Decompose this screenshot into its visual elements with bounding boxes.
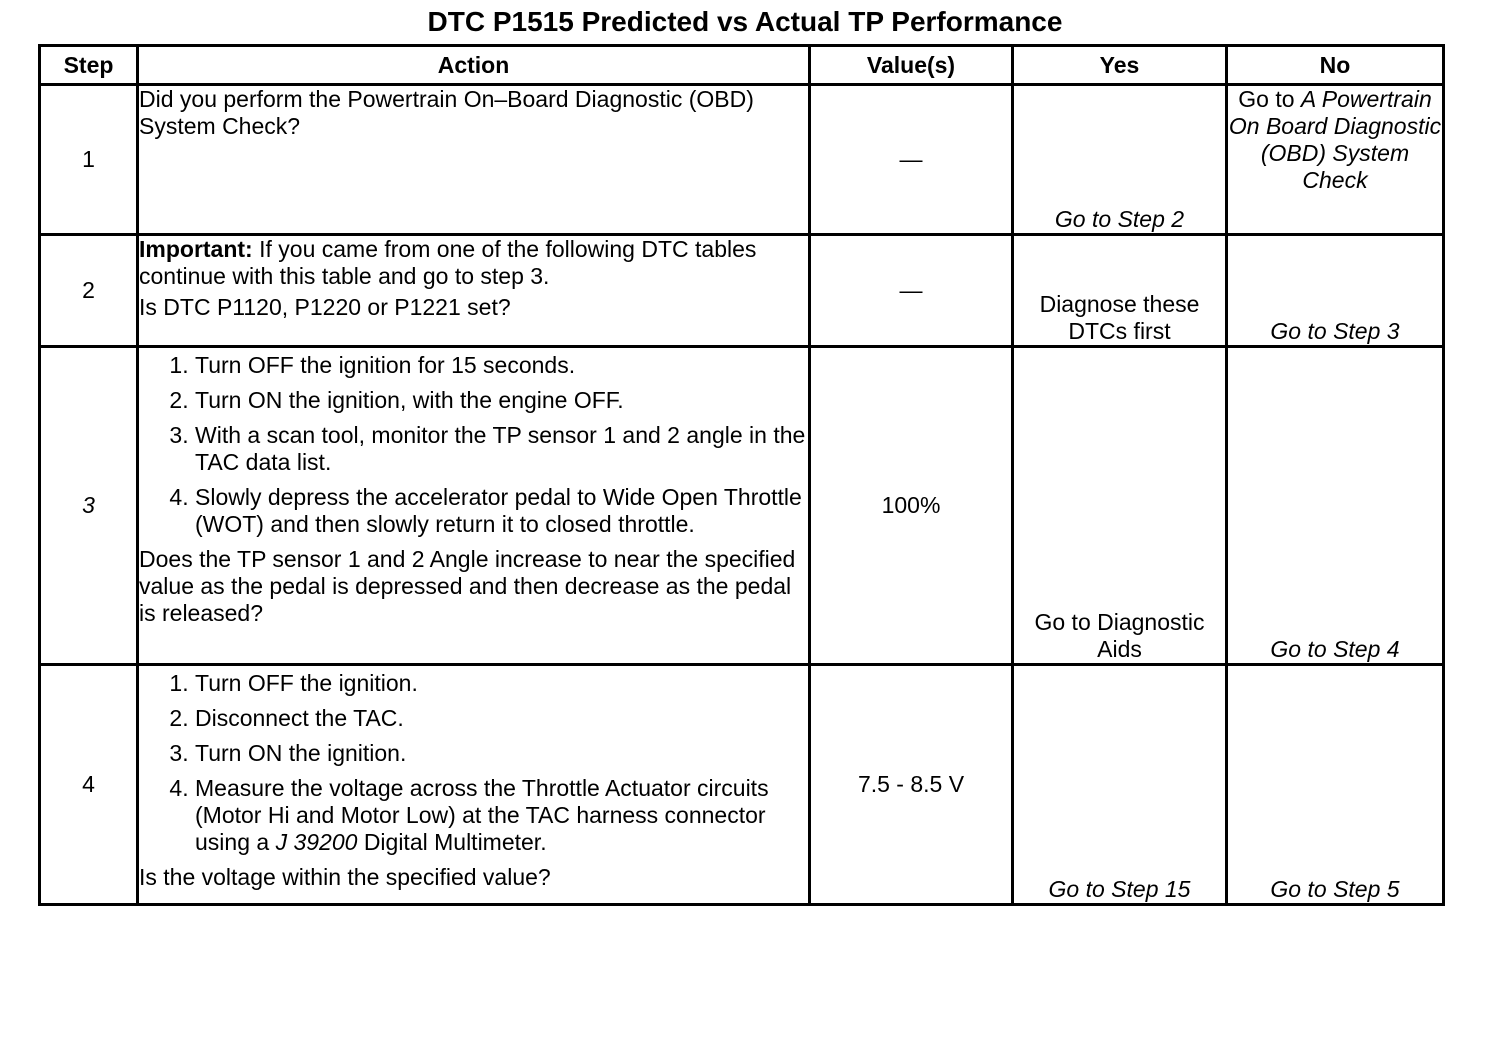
action-cell	[138, 347, 810, 665]
item-text: Measure the voltage across the Throttle Actuator circuits (Motor Hi and Motor Low) at the TAC harness connector using a	[195, 775, 769, 855]
item-text: Digital Multimeter.	[363, 829, 547, 855]
action-question: Does the TP sensor 1 and 2 Angle increase to near the specified value as the pedal is depressed and then decrease as the pedal is released?	[139, 546, 796, 626]
no-prefix: Go to	[1238, 86, 1295, 112]
tool-reference: J 39200	[275, 829, 358, 855]
table-row	[40, 85, 1444, 235]
action-question: Is the voltage within the specified value?	[139, 864, 551, 890]
action-cell	[138, 665, 810, 905]
list-item: 3. With a scan tool, monitor the TP sensor 1 and 2 angle in the TAC data list.	[195, 422, 808, 476]
list-item: 2. Disconnect the TAC.	[195, 705, 808, 732]
list-item: 4. Slowly depress the accelerator pedal to Wide Open Throttle (WOT) and then slowly return it to closed throttle.	[195, 484, 808, 538]
yes-cell: Go to Diagnostic Aids	[1013, 347, 1227, 665]
no-cell: Go to Step 3	[1227, 235, 1444, 347]
value-cell: 7.5 - 8.5 V	[810, 665, 1013, 905]
yes-cell: Go to Step 2	[1013, 85, 1227, 235]
yes-cell: Go to Step 15	[1013, 665, 1227, 905]
table-row	[40, 347, 1444, 665]
important-note	[139, 236, 808, 290]
list-item: 1. Turn OFF the ignition for 15 seconds.	[195, 352, 808, 379]
header-yes: Yes	[1013, 46, 1227, 85]
list-item	[195, 775, 808, 856]
yes-cell: Diagnose these DTCs first	[1013, 235, 1227, 347]
table-row	[40, 235, 1444, 347]
list-item: 2. Turn ON the ignition, with the engine OFF.	[195, 387, 808, 414]
step-number: 4	[40, 665, 138, 905]
action-cell	[138, 85, 810, 235]
step-number: 3	[40, 347, 138, 665]
header-no: No	[1227, 46, 1444, 85]
important-text: If you came from one of the following DTC tables continue with this table and go to step 3.	[139, 236, 757, 289]
procedure-list	[139, 352, 808, 538]
step-number: 1	[40, 85, 138, 235]
action-cell	[138, 235, 810, 347]
page-title: DTC P1515 Predicted vs Actual TP Performance	[427, 6, 1063, 37]
table-row	[40, 665, 1444, 905]
list-item: 3. Turn ON the ignition.	[195, 740, 808, 767]
procedure-list	[139, 670, 808, 856]
no-cell: Go to Step 4	[1227, 347, 1444, 665]
diagnostic-table	[38, 44, 1445, 906]
value-cell: —	[810, 85, 1013, 235]
action-question: Is DTC P1120, P1220 or P1221 set?	[139, 294, 511, 320]
no-cell	[1227, 85, 1444, 235]
value-cell: 100%	[810, 347, 1013, 665]
list-item: 1. Turn OFF the ignition.	[195, 670, 808, 697]
header-step: Step	[40, 46, 138, 85]
important-label: Important:	[139, 236, 253, 262]
header-values: Value(s)	[810, 46, 1013, 85]
no-cell: Go to Step 5	[1227, 665, 1444, 905]
header-row	[40, 46, 1444, 85]
value-cell: —	[810, 235, 1013, 347]
header-action: Action	[138, 46, 810, 85]
no-reference: A Powertrain On Board Diagnostic (OBD) System Check	[1228, 86, 1442, 193]
step-number: 2	[40, 235, 138, 347]
action-question: Did you perform the Powertrain On–Board Diagnostic (OBD) System Check?	[139, 86, 754, 139]
